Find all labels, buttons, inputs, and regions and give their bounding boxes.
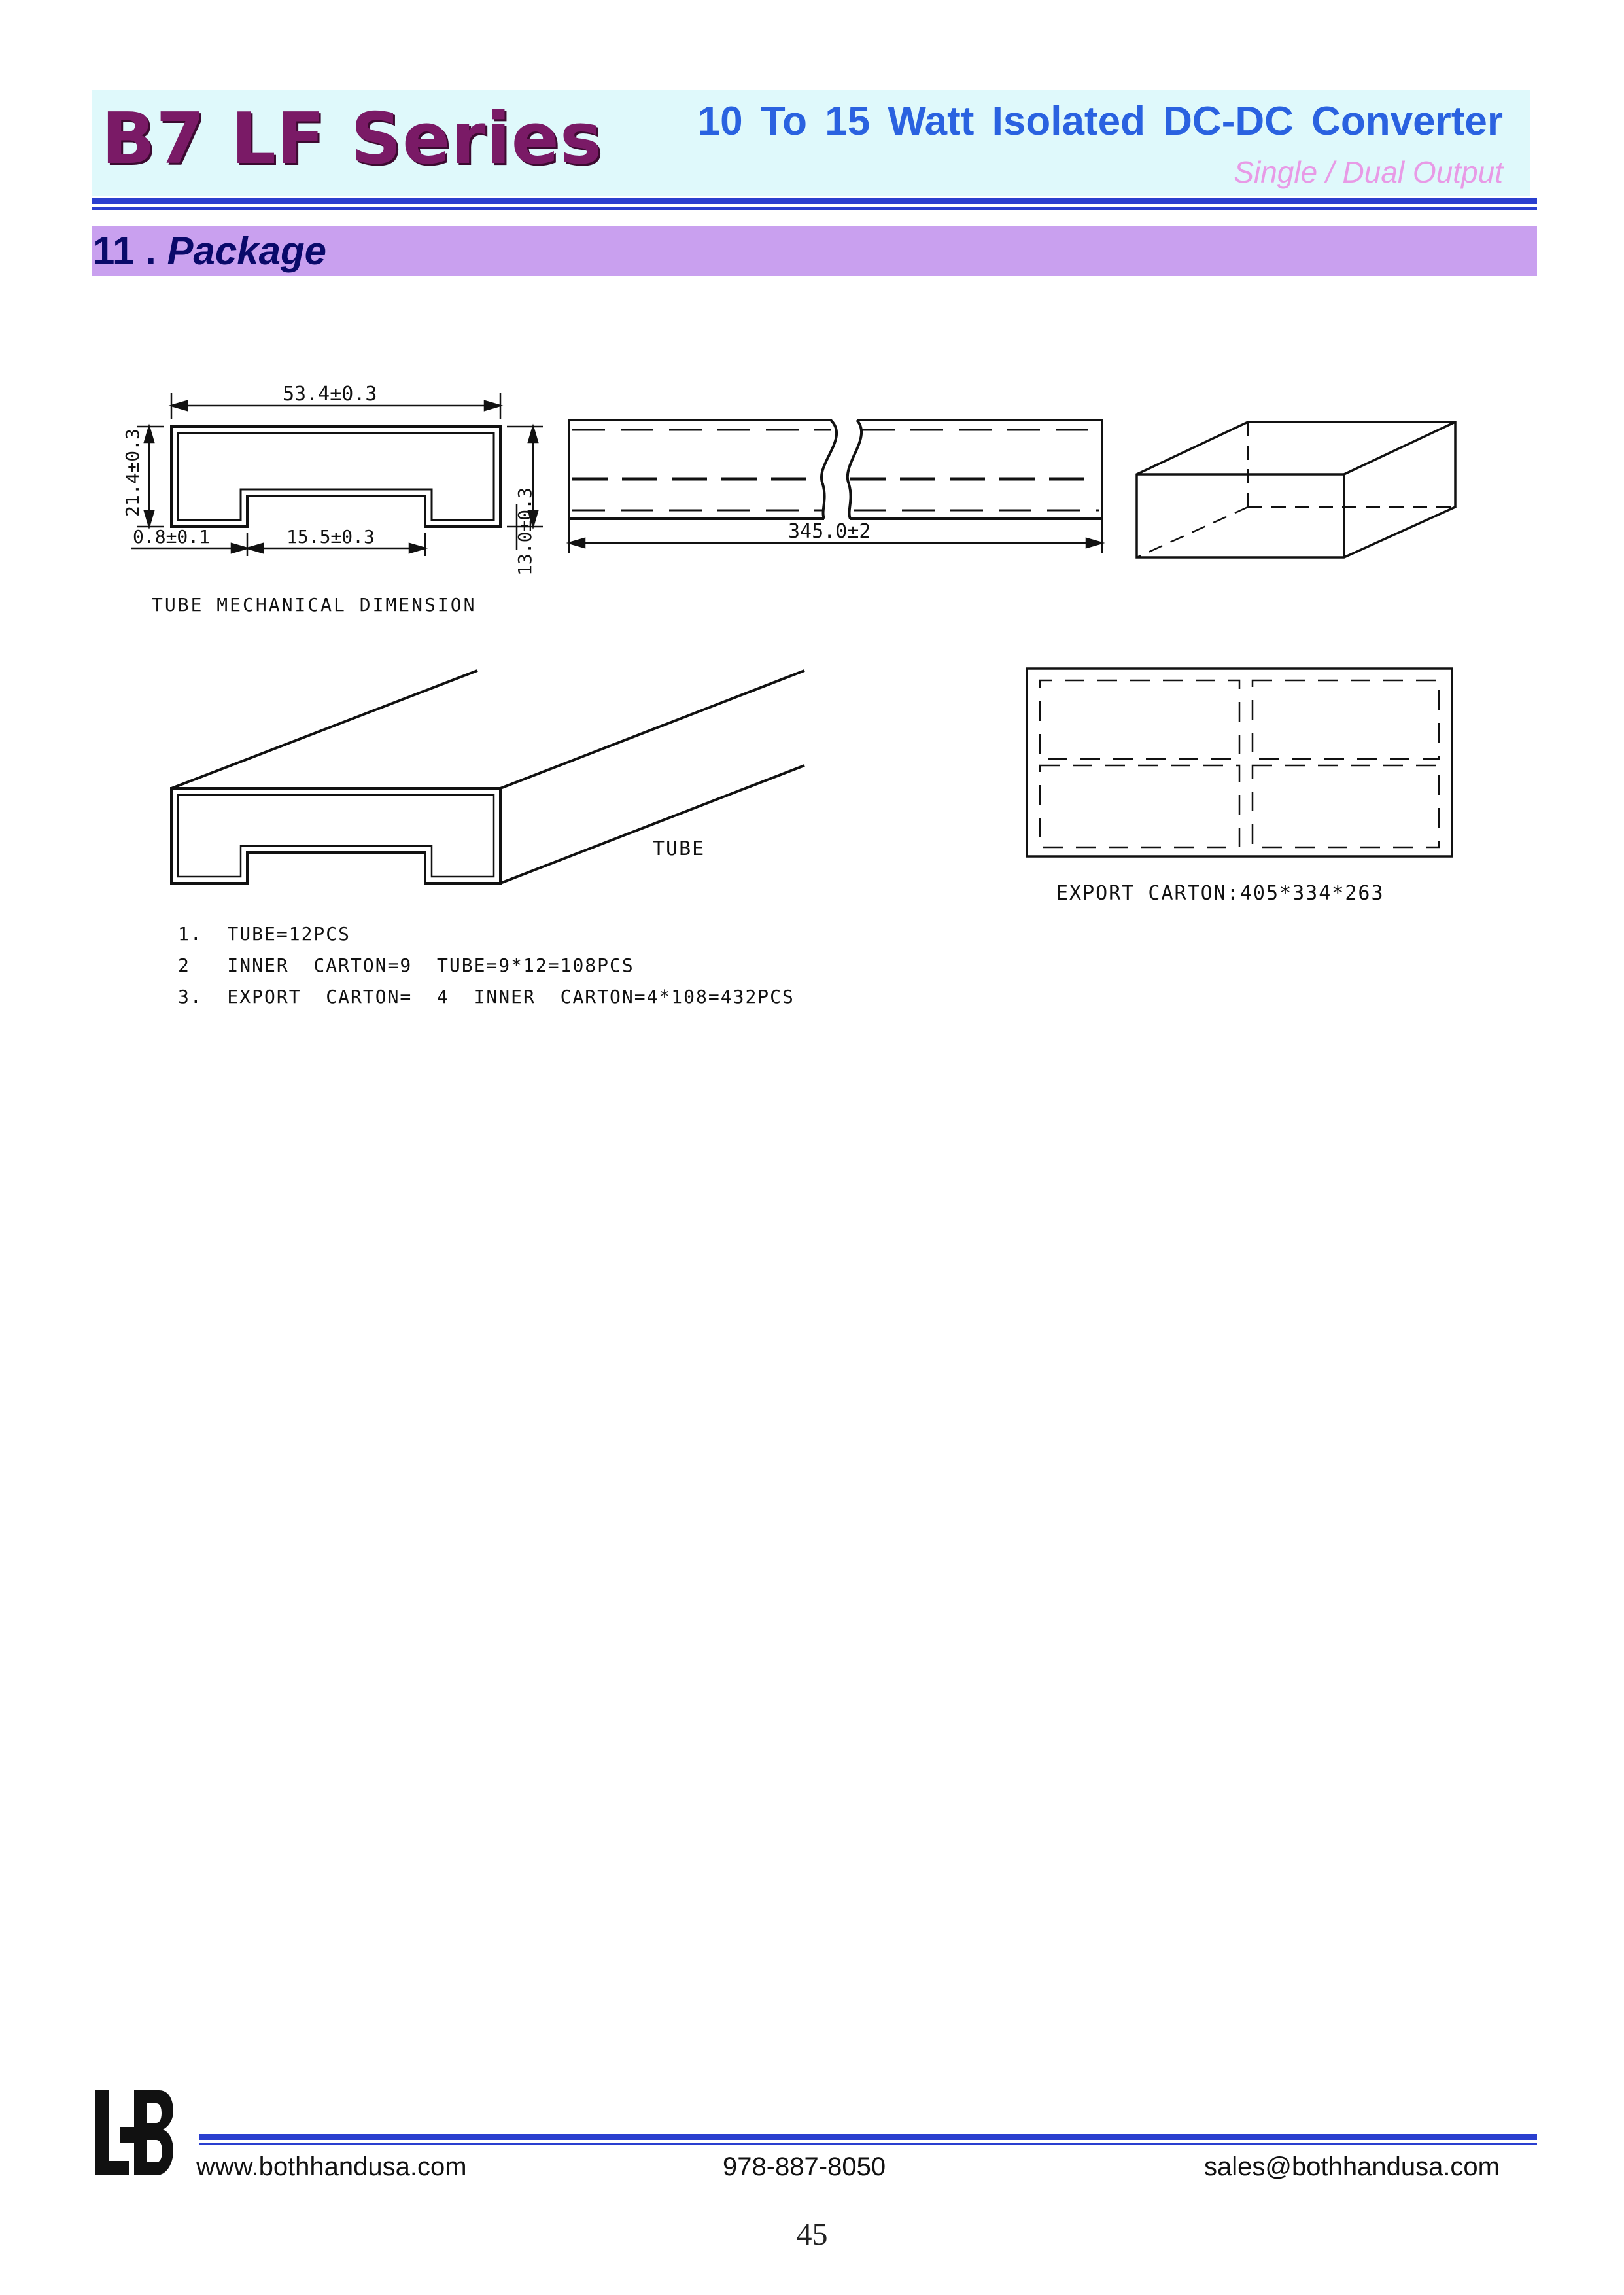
series-title: B7 LF Series xyxy=(101,98,603,180)
dim-height-label: 21.4±0.3 xyxy=(122,429,143,517)
bothhand-logo-icon xyxy=(95,2090,173,2175)
footer-rule-thin xyxy=(199,2143,1537,2145)
dim-width-label: 53.4±0.3 xyxy=(283,383,377,406)
section-title: Package xyxy=(167,229,326,273)
tube-caption: TUBE MECHANICAL DIMENSION xyxy=(152,594,477,616)
dim-slot-label: 15.5±0.3 xyxy=(286,526,375,548)
section-number: 11 . xyxy=(93,229,156,273)
packing-note-1: 1. TUBE=12PCS xyxy=(178,923,351,945)
footer-phone: 978-887-8050 xyxy=(723,2152,886,2181)
carton-caption: EXPORT CARTON:405*334*263 xyxy=(1056,882,1385,905)
carton-isometric xyxy=(1137,422,1455,557)
tube-cross-section xyxy=(171,427,500,527)
export-carton-top-view xyxy=(1027,669,1452,856)
tube-label: TUBE xyxy=(653,837,706,860)
packing-note-2: 2 INNER CARTON=9 TUBE=9*12=108PCS xyxy=(178,955,634,976)
footer-rule-thick xyxy=(199,2134,1537,2140)
packing-note-3: 3. EXPORT CARTON= 4 INNER CARTON=4*108=432PCS xyxy=(178,986,795,1007)
output-subtitle: Single / Dual Output xyxy=(1234,155,1503,189)
dim-wall-label: 0.8±0.1 xyxy=(133,526,211,548)
footer-email: sales@bothhandusa.com xyxy=(1204,2152,1500,2181)
tube-perspective xyxy=(171,671,804,883)
product-title: 10 To 15 Watt Isolated DC-DC Converter xyxy=(697,99,1503,144)
page-number: 45 xyxy=(796,2217,828,2252)
dim-length-label: 345.0±2 xyxy=(788,520,871,543)
package-drawing xyxy=(0,0,1624,1047)
footer-website: www.bothhandusa.com xyxy=(196,2152,467,2181)
dim-inner-height-label: 13.0±0.3 xyxy=(514,487,536,576)
